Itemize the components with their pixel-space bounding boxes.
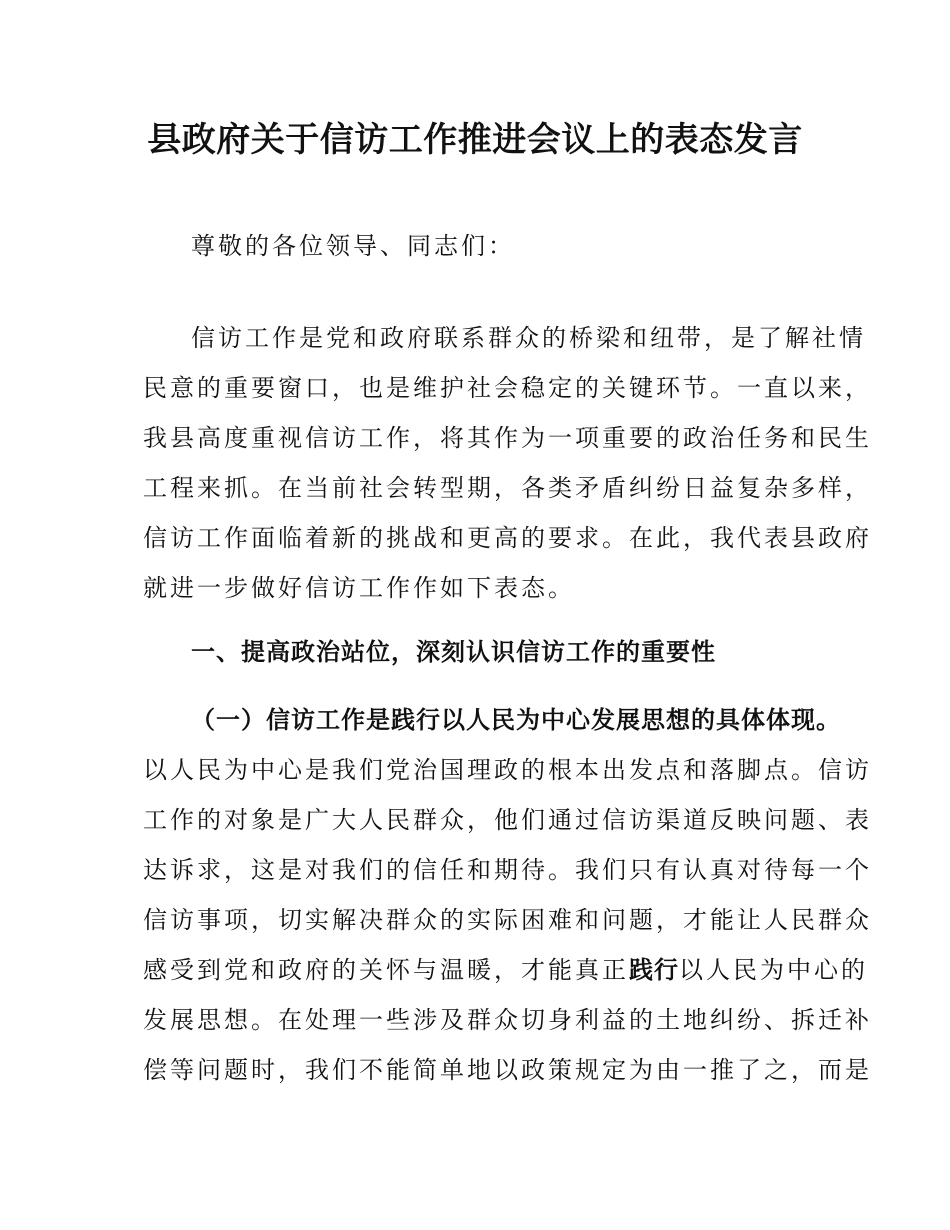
subsection-1-line-3: 达诉求，这是对我们的信任和期待。我们只有认真对待每一个 [143, 856, 872, 884]
document-title: 县政府关于信访工作推进会议上的表态发言 [147, 120, 803, 160]
subsection-1-line-1: 以人民为中心是我们党治国理政的根本出发点和落脚点。信访 [143, 756, 872, 784]
subsection-1-line-7: 偿等问题时，我们不能简单地以政策规定为由一推了之，而是 [143, 1056, 872, 1084]
intro-line-5: 信访工作面临着新的挑战和更高的要求。在此，我代表县政府 [143, 524, 872, 552]
intro-line-6: 就进一步做好信访工作作如下表态。 [143, 574, 575, 602]
subsection-1-line-5 [143, 952, 868, 988]
section-1-heading: 一、提高政治站位，深刻认识信访工作的重要性 [191, 638, 716, 666]
line-5-after: 以人民为中心的 [679, 956, 868, 984]
subsection-1-line-6: 发展思想。在处理一些涉及群众切身利益的土地纠纷、拆迁补 [143, 1006, 872, 1034]
subsection-1-heading: （一）信访工作是践行以人民为中心发展思想的具体体现。 [191, 706, 841, 734]
intro-line-1: 信访工作是党和政府联系群众的桥梁和纽带，是了解社情 [191, 324, 866, 352]
salutation: 尊敬的各位领导、同志们： [191, 232, 515, 260]
intro-line-4: 工程来抓。在当前社会转型期，各类矛盾纠纷日益复杂多样， [143, 474, 872, 502]
subsection-1-line-2: 工作的对象是广大人民群众，他们通过信访渠道反映问题、表 [143, 806, 872, 834]
intro-line-2: 民意的重要窗口，也是维护社会稳定的关键环节。一直以来， [143, 374, 872, 402]
emphasized-word: 践行 [629, 956, 679, 984]
line-5-before: 感受到党和政府的关怀与温暖，才能真正 [143, 956, 629, 984]
subsection-1-line-4: 信访事项，切实解决群众的实际困难和问题，才能让人民群众 [143, 906, 872, 934]
intro-line-3: 我县高度重视信访工作，将其作为一项重要的政治任务和民生 [143, 424, 872, 452]
